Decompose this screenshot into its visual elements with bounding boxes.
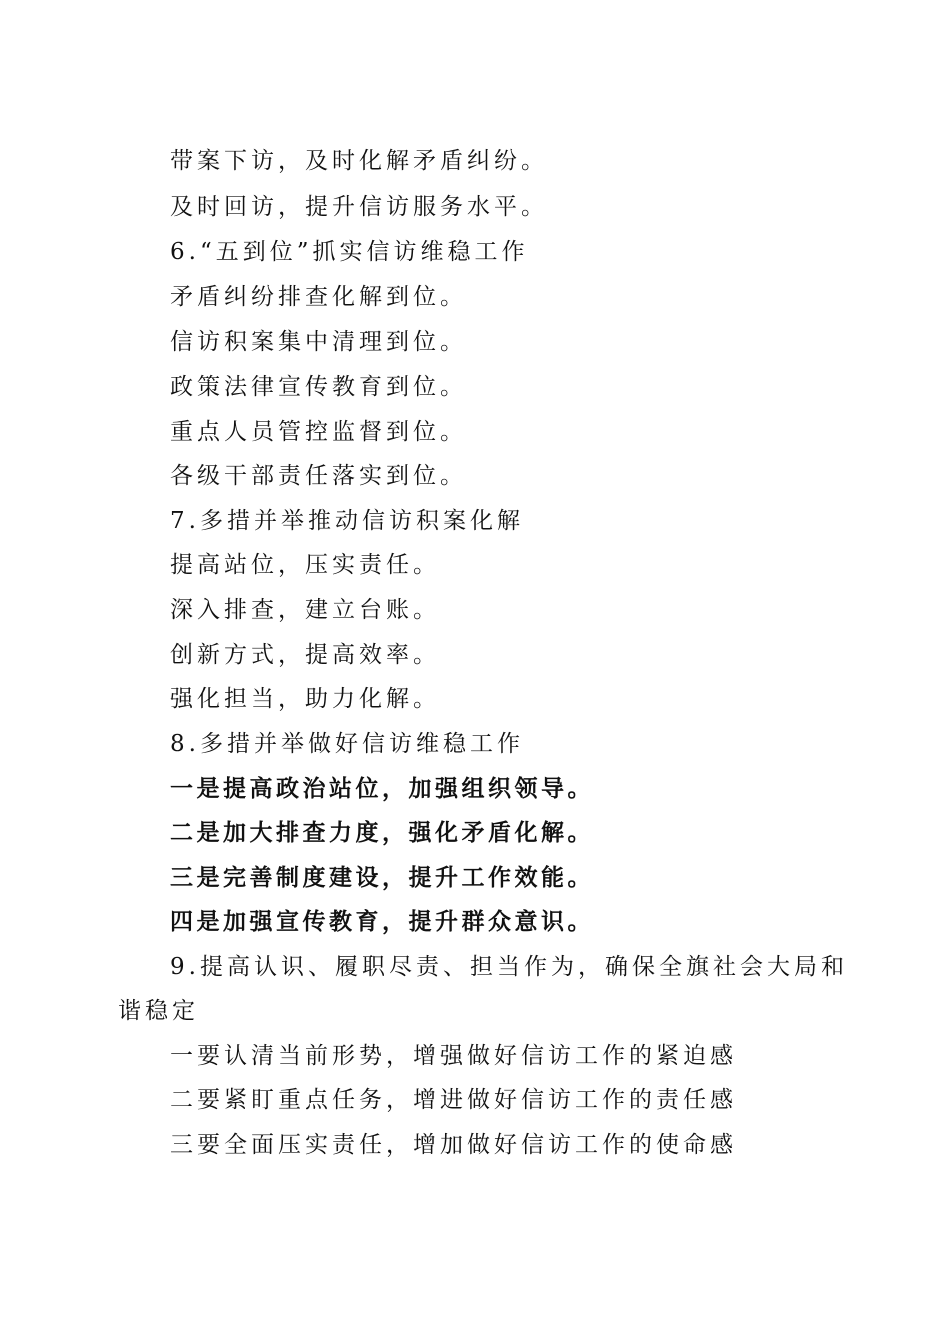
text-line: 提高站位，压实责任。 xyxy=(170,552,440,578)
section-heading-7: 7.多措并举推动信访积案化解 xyxy=(170,508,524,534)
text-line: 矛盾纠纷排查化解到位。 xyxy=(170,284,467,310)
bold-text-line: 二是加大排查力度，强化矛盾化解。 xyxy=(170,819,594,846)
text-line: 重点人员管控监督到位。 xyxy=(170,419,467,445)
text-line: 及时回访，提升信访服务水平。 xyxy=(170,194,548,220)
text-line: 各级干部责任落实到位。 xyxy=(170,463,467,489)
text-line: 带案下访，及时化解矛盾纠纷。 xyxy=(170,148,548,174)
bold-text-line: 一是提高政治站位，加强组织领导。 xyxy=(170,775,594,802)
bold-text-line: 四是加强宣传教育，提升群众意识。 xyxy=(170,908,594,935)
text-line: 强化担当，助力化解。 xyxy=(170,686,440,712)
text-line: 信访积案集中清理到位。 xyxy=(170,329,467,355)
section-heading-9: 9.提高认识、履职尽责、担当作为，确保全旗社会大局和 xyxy=(170,954,848,980)
text-line: 三要全面压实责任，增加做好信访工作的使命感 xyxy=(170,1132,737,1158)
text-line: 一要认清当前形势，增强做好信访工作的紧迫感 xyxy=(170,1043,737,1069)
text-line: 二要紧盯重点任务，增进做好信访工作的责任感 xyxy=(170,1087,737,1113)
section-heading-9-continuation: 谐稳定 xyxy=(118,998,199,1024)
text-line: 深入排查，建立台账。 xyxy=(170,597,440,623)
text-line: 政策法律宣传教育到位。 xyxy=(170,374,467,400)
text-line: 创新方式，提高效率。 xyxy=(170,642,440,668)
bold-text-line: 三是完善制度建设，提升工作效能。 xyxy=(170,864,594,891)
section-heading-6: 6.“五到位”抓实信访维稳工作 xyxy=(170,239,529,265)
section-heading-8: 8.多措并举做好信访维稳工作 xyxy=(170,731,524,757)
